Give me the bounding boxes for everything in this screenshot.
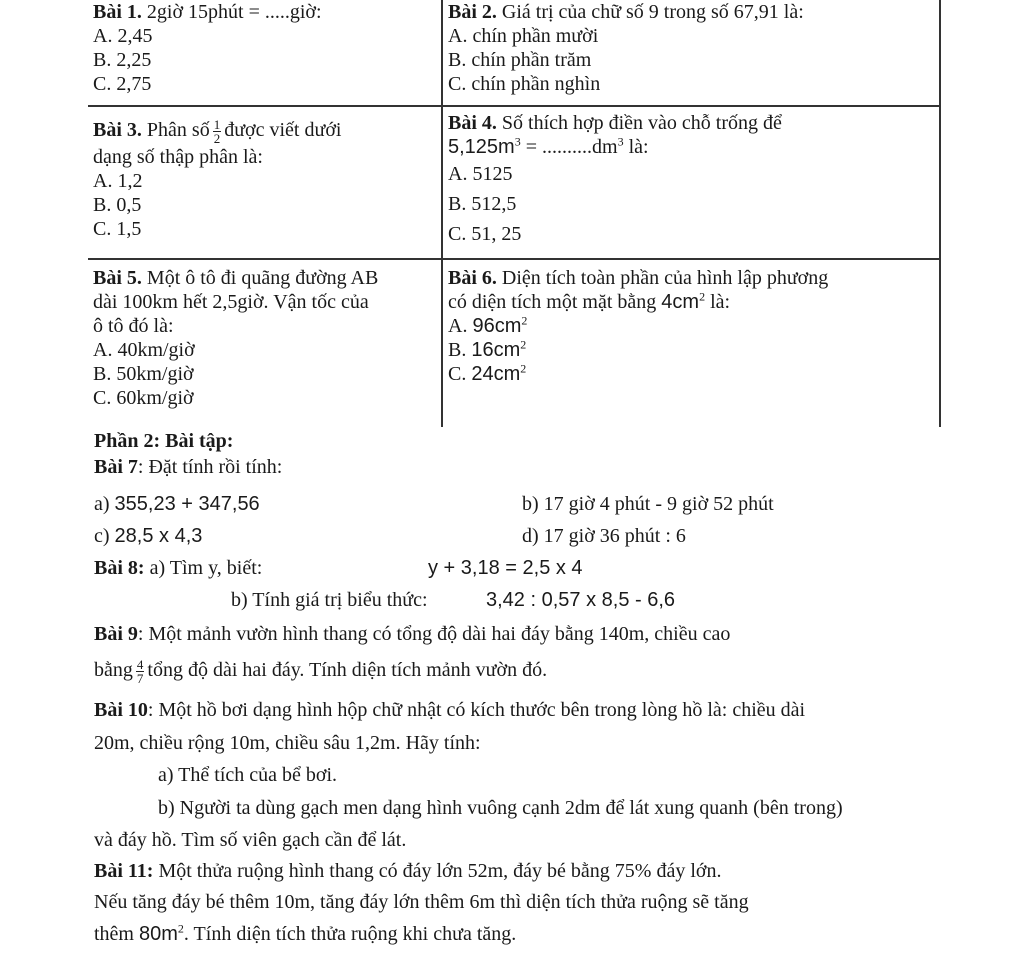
b11-exp: 2 (177, 921, 184, 936)
b10-b2: và đáy hồ. Tìm số viên gạch cần để lát. (94, 829, 407, 851)
q6-option-a-label: A. (448, 315, 468, 337)
q6-line2-end: là: (705, 291, 731, 313)
q3-fraction (213, 118, 222, 145)
b7-item-a (94, 491, 260, 517)
q2-title: Bài 2. (448, 1, 497, 23)
q4-option-a: A. 5125 (448, 163, 513, 185)
q3-option-b: B. 0,5 (93, 194, 142, 216)
q6-option-c-label: C. (448, 363, 467, 385)
q2-text: Giá trị của chữ số 9 trong số 67,91 là: (501, 1, 804, 23)
b7-heading (94, 454, 282, 480)
b11-line2: Nếu tăng đáy bé thêm 10m, tăng đáy lớn thêm 6m thì diện tích thửa ruộng sẽ tăng (94, 891, 749, 913)
question-4 (442, 106, 940, 259)
b9-line2a: bằng (94, 659, 133, 681)
q2-option-c: C. chín phần nghìn (448, 73, 601, 95)
b9-fraction-den: 7 (136, 670, 144, 686)
b10-line2: 20m, chiều rộng 10m, chiều sâu 1,2m. Hãy tính: (94, 732, 481, 754)
q4-option-b: B. 512,5 (448, 193, 517, 215)
q4-exp-1: 3 (514, 135, 521, 149)
q6-title: Bài 6. (448, 267, 497, 289)
q5-text: Một ô tô đi quãng đường AB (146, 267, 379, 289)
q5-line3: ô tô đó là: (93, 315, 174, 337)
quiz-row-2 (88, 106, 940, 259)
q1-title: Bài 1. (93, 1, 142, 23)
q1-option-c: C. 2,75 (93, 73, 152, 95)
q5-title: Bài 5. (93, 267, 142, 289)
b7-item-d: d) 17 giờ 36 phút : 6 (522, 525, 686, 547)
question-3 (88, 106, 442, 259)
q3-text1: Phân số (146, 119, 210, 141)
q1-option-b: B. 2,25 (93, 49, 152, 71)
question-5 (88, 259, 442, 427)
b7-item-c (94, 523, 202, 549)
q6-option-a-exp: 2 (521, 314, 528, 328)
b11-line3a: thêm (94, 923, 134, 945)
q4-volume-dm: = ..........dm (520, 136, 618, 158)
quiz-row-1 (88, 0, 940, 106)
q6-option-c-exp: 2 (520, 362, 527, 376)
q4-title: Bài 4. (448, 112, 497, 134)
q4-volume-m: 5,125m (448, 136, 515, 158)
b7-a-label: a) (94, 493, 110, 515)
b9-line2b: tổng độ dài hai đáy. Tính diện tích mảnh vườn đó. (147, 659, 548, 681)
b7-item-b: b) 17 giờ 4 phút - 9 giờ 52 phút (522, 493, 774, 515)
q1-option-a: A. 2,45 (93, 25, 153, 47)
q3-option-c: C. 1,5 (93, 218, 142, 240)
q5-option-b: B. 50km/giờ (93, 363, 194, 385)
q4-exp-2: 3 (617, 135, 624, 149)
question-2 (442, 0, 940, 106)
q6-option-c (448, 362, 934, 386)
q2-option-b: B. chín phần trăm (448, 49, 592, 71)
b7-title: Bài 7 (94, 456, 138, 478)
b9-title: Bài 9 (94, 623, 138, 645)
q4-line2-end: là: (623, 136, 649, 158)
q6-option-c-value: 24cm (471, 363, 521, 385)
b11-area: 80m (139, 923, 178, 945)
q5-option-c: C. 60km/giờ (93, 387, 194, 409)
b8-title: Bài 8: (94, 557, 145, 579)
b9-line2 (94, 653, 547, 687)
b11-title: Bài 11: (94, 860, 154, 882)
b10-a: a) Thể tích của bể bơi. (158, 764, 338, 786)
q6-option-a (448, 314, 934, 338)
part2-heading (94, 428, 233, 454)
q5-option-a: A. 40km/giờ (93, 339, 195, 361)
q6-line2: có diện tích một mặt bằng (448, 291, 657, 313)
q3-fraction-num: 1 (213, 116, 221, 132)
b7-c-label: c) (94, 525, 110, 547)
b10-b: b) Người ta dùng gạch men dạng hình vuông cạnh 2dm để lát xung quanh (bên trong) (158, 797, 843, 819)
b7-c-expr: 28,5 x 4,3 (114, 525, 203, 547)
q3-title: Bài 3. (93, 119, 142, 141)
q6-option-a-value: 96cm (472, 315, 522, 337)
b10-text: : Một hồ bơi dạng hình hộp chữ nhật có kích thước bên trong lòng hồ là: chiều dài (147, 699, 806, 721)
b10-title: Bài 10 (94, 699, 148, 721)
b10-line1 (94, 697, 805, 723)
part2-title: Phần 2: Bài tập: (94, 430, 234, 452)
q4-text: Số thích hợp điền vào chỗ trống để (501, 112, 782, 134)
q6-exp: 2 (699, 290, 706, 304)
q4-option-c: C. 51, 25 (448, 223, 522, 245)
b8-b-text: b) Tính giá trị biểu thức: (231, 589, 428, 611)
b11-line3 (94, 921, 516, 947)
q6-option-b (448, 338, 934, 362)
b9-text: : Một mảnh vườn hình thang có tổng độ dài hai đáy bằng 140m, chiều cao (137, 623, 731, 645)
b7-a-expr: 355,23 + 347,56 (114, 493, 260, 515)
quiz-table (88, 0, 941, 427)
b8-b-expr: 3,42 : 0,57 x 8,5 - 6,6 (486, 589, 676, 611)
b11-line1 (94, 858, 721, 884)
q6-option-b-value: 16cm (471, 339, 521, 361)
q5-line2: dài 100km hết 2,5giờ. Vận tốc của (93, 291, 369, 313)
q6-option-b-label: B. (448, 339, 467, 361)
q3-fraction-den: 2 (213, 130, 221, 145)
b7-text: : Đặt tính rồi tính: (137, 456, 283, 478)
q6-text: Diện tích toàn phần của hình lập phương (501, 267, 829, 289)
q3-option-a: A. 1,2 (93, 170, 143, 192)
b8-a (94, 555, 262, 581)
b9-fraction (136, 658, 145, 685)
b11-line3c: . Tính diện tích thửa ruộng khi chưa tăng. (183, 923, 517, 945)
q6-face-area: 4cm (661, 291, 700, 313)
b8-a-expr: y + 3,18 = 2,5 x 4 (428, 557, 583, 579)
q3-text2: được viết dưới (224, 119, 342, 141)
q4-line2 (448, 135, 934, 159)
q6-option-b-exp: 2 (520, 338, 527, 352)
b9-line1 (94, 621, 730, 647)
q1-text: 2giờ 15phút = .....giờ: (146, 1, 322, 23)
b8-a-text: a) Tìm y, biết: (149, 557, 263, 579)
b9-fraction-num: 4 (136, 656, 144, 672)
q2-option-a: A. chín phần mười (448, 25, 599, 47)
b11-text: Một thửa ruộng hình thang có đáy lớn 52m, đáy bé bằng 75% đáy lớn. (153, 860, 722, 882)
question-1 (88, 0, 442, 106)
question-6 (442, 259, 940, 427)
quiz-row-3 (88, 259, 940, 427)
q3-line2: dạng số thập phân là: (93, 146, 263, 168)
